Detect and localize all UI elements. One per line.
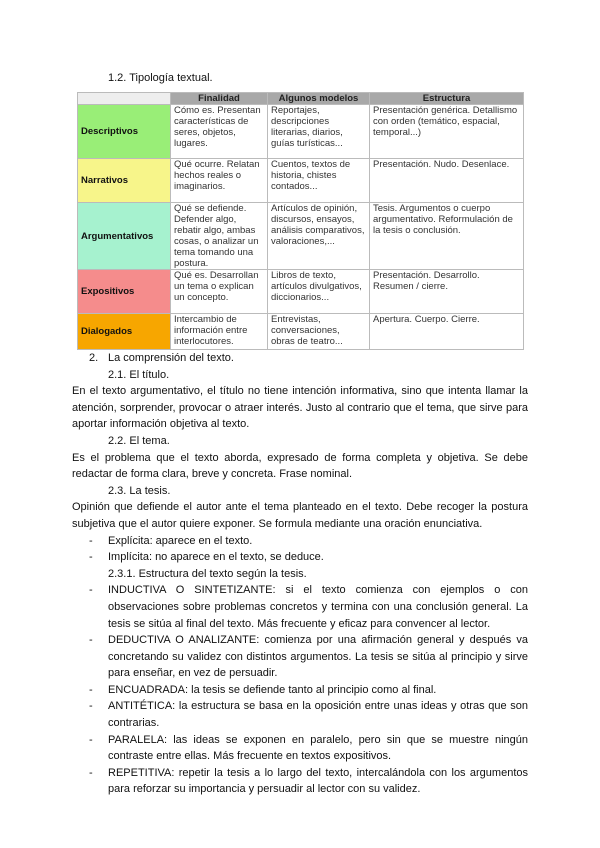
bullet: - — [89, 551, 93, 564]
document-body — [72, 350, 528, 798]
text-typology-table — [77, 92, 524, 350]
cell: Apertura. Cuerpo. Cierre. — [370, 314, 524, 350]
table-row — [78, 314, 524, 350]
cell: Tesis. Argumentos o cuerpo argumentativo. Reformulación de la tesis o conclusión. — [370, 203, 524, 270]
cell: Presentación. Desarrollo. Resumen / cierre. — [370, 270, 524, 314]
cell: Libros de texto, artículos divulgativos, diccionarios... — [268, 270, 370, 314]
cell: Qué se defiende. Defender algo, rebatir algo, ambas cosas, o analizar un tema tomando una postura. — [171, 203, 268, 270]
cell: Presentación genérica. Detallismo con orden (temático, espacial, temporal...) — [370, 105, 524, 159]
section-2-heading — [72, 350, 528, 367]
bullet: - — [89, 584, 93, 597]
section-title: La comprensión del texto. — [108, 352, 234, 364]
cell: Qué es. Desarrollan un tema o explican un concepto. — [171, 270, 268, 314]
row-label: Expositivos — [78, 270, 171, 314]
cell: Entrevistas, conversaciones, obras de teatro... — [268, 314, 370, 350]
cell: Cuentos, textos de historia, chistes contados... — [268, 159, 370, 203]
paragraph: En el texto argumentativo, el título no tiene intención informativa, sino que intenta llamar la atención, sorprender, provocar o atraer interés. Justo al contrario que el tema, que sirve para aportar información objetiva al texto. — [72, 385, 528, 431]
list-text: INDUCTIVA O SINTETIZANTE: si el texto comienza con ejemplos o con observaciones sobre problemas concretos y termina con una conclusión general. La tesis se sitúa al final del texto. Más frecuente y eficaz para convencer al lector. — [108, 584, 528, 630]
cell: Artículos de opinión, discursos, ensayos, análisis comparativos, valoraciones,... — [268, 203, 370, 270]
list-text: DEDUCTIVA O ANALIZANTE: comienza por una afirmación general y después va concretando su validez con distintos argumentos. La tesis se sitúa al principio y sirve para enseñar, en vez de persuadir. — [108, 634, 528, 680]
list-text: Implícita: no aparece en el texto, se deduce. — [108, 551, 324, 564]
table-row — [78, 203, 524, 270]
row-label: Argumentativos — [78, 203, 171, 270]
row-label: Narrativos — [78, 159, 171, 203]
list-item — [72, 682, 528, 699]
cell: Cómo es. Presentan características de seres, objetos, lugares. — [171, 105, 268, 159]
table-header-row — [78, 93, 524, 105]
header-cell — [78, 93, 171, 105]
header-cell: Finalidad — [171, 93, 268, 105]
list-item — [72, 549, 528, 566]
subsection-title: 2.3.1. Estructura del texto según la tesis. — [108, 567, 307, 580]
subsection-title: 2.3. La tesis. — [108, 484, 171, 497]
list-item — [72, 732, 528, 765]
row-label: Dialogados — [78, 314, 171, 350]
paragraph: Opinión que defiende el autor ante el tema planteado en el texto. Debe recoger la postura subjetiva que el autor quiere exponer. Se formula mediante una oración enunciativa. — [72, 501, 528, 530]
list-text: Explícita: aparece en el texto. — [108, 534, 253, 547]
list-item — [72, 533, 528, 550]
header-cell: Algunos modelos — [268, 93, 370, 105]
subsection-title: 2.1. El título. — [108, 368, 170, 381]
bullet: - — [89, 534, 93, 547]
paragraph: Es el problema que el texto aborda, expresado de forma completa y objetiva. Se debe redactar de forma clara, breve y concreta. Frase nominal. — [72, 451, 528, 481]
cell: Intercambio de información entre interlocutores. — [171, 314, 268, 350]
section-heading: 1.2. Tipología textual. — [108, 72, 213, 84]
header-cell: Estructura — [370, 93, 524, 105]
table-row — [78, 159, 524, 203]
list-text: ENCUADRADA: la tesis se defiende tanto al principio como al final. — [108, 683, 437, 696]
list-text: REPETITIVA: repetir la tesis a lo largo del texto, intercalándola con los argumentos para reforzar su importancia y persuadir al lector con su validez. — [108, 766, 528, 796]
list-item — [72, 632, 528, 682]
bullet: - — [89, 634, 93, 647]
list-text: PARALELA: las ideas se exponen en paralelo, pero sin que se muestre ningún contraste entre ellas. Más frecuente en textos expositivos. — [108, 733, 528, 763]
cell: Presentación. Nudo. Desenlace. — [370, 159, 524, 203]
table-row — [78, 270, 524, 314]
list-item — [72, 698, 528, 731]
cell: Reportajes, descripciones literarias, diarios, guías turísticas... — [268, 105, 370, 159]
list-item — [72, 582, 528, 632]
row-label: Descriptivos — [78, 105, 171, 159]
bullet: - — [89, 700, 93, 713]
bullet: - — [89, 733, 93, 746]
list-number: 2. — [89, 352, 99, 364]
bullet: - — [89, 683, 93, 696]
bullet: - — [89, 766, 93, 779]
list-text: ANTITÉTICA: la estructura se basa en la oposición entre unas ideas y otras que son contrarias. — [108, 700, 528, 730]
table-row — [78, 105, 524, 159]
subsection-title: 2.2. El tema. — [108, 434, 170, 447]
cell: Qué ocurre. Relatan hechos reales o imaginarios. — [171, 159, 268, 203]
list-item — [72, 765, 528, 798]
